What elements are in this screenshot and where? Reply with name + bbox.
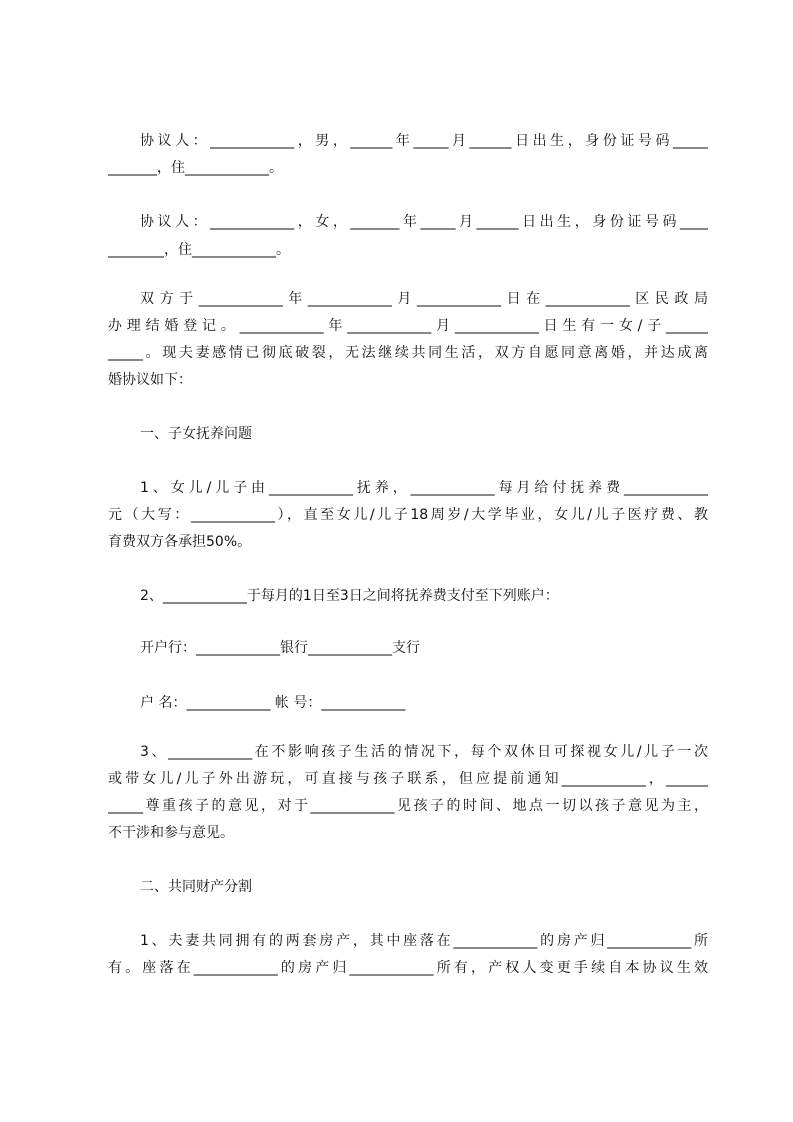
- party-male-line-2: _______，住____________。: [108, 160, 283, 176]
- property-clause-1-line-1: 1、夫妻共同拥有的两套房产，其中座落在____________的房产归____________所: [140, 933, 708, 949]
- custody-clause-3-line-3: _____尊重孩子的意见，对于____________见孩子的时间、地点一切以孩子意见为主，: [108, 798, 708, 814]
- marriage-paragraph-line-1: 双方于____________年____________月____________日在____________区民政局: [140, 291, 708, 307]
- marriage-paragraph-line-4: 婚协议如下：: [108, 372, 192, 388]
- marriage-paragraph-line-3: _____。现夫妻感情已彻底破裂，无法继续共同生活，双方自愿同意离婚，并达成离: [108, 345, 708, 361]
- custody-clause-3-line-4: 不干涉和参与意见。: [108, 825, 234, 841]
- marriage-paragraph-line-2: 办理结婚登记。____________年____________月____________日生有一女/子______: [108, 318, 708, 334]
- custody-clause-3-line-1: 3、____________在不影响孩子生活的情况下，每个双休日可探视女儿/儿子一次: [140, 744, 708, 760]
- bank-line: 开户行：____________银行____________支行: [140, 640, 420, 656]
- section-heading-child-custody: 一、子女抚养问题: [140, 426, 252, 442]
- custody-clause-1-line-3: 育费双方各承担50%。: [108, 534, 252, 550]
- custody-clause-3-line-2: 或带女儿/儿子外出游玩，可直接与孩子联系，但应提前通知____________，______: [108, 771, 708, 787]
- custody-clause-1-line-2: 元（大写：____________），直至女儿/儿子18周岁/大学毕业，女儿/儿子医疗费、教: [108, 507, 708, 523]
- custody-clause-2: 2、____________于每月的1日至3日之间将抚养费支付至下列账户：: [140, 588, 559, 604]
- custody-clause-1-line-1: 1、女儿/儿子由____________抚养，____________每月给付抚养费____________: [140, 480, 708, 496]
- section-heading-property: 二、共同财产分割: [140, 879, 252, 895]
- party-female-line-2: ________，住____________。: [108, 242, 290, 258]
- party-male-line-1: 协议人：____________，男，______年_____月______日出生，身份证号码_____: [140, 133, 708, 149]
- property-clause-1-line-2: 有。座落在____________的房产归____________所有，产权人变更手续自本协议生效: [108, 960, 708, 976]
- party-female-line-1: 协议人：____________，女，_______年_____月______日出生，身份证号码____: [140, 214, 708, 230]
- account-line: 户 名：____________ 帐 号：____________: [140, 695, 406, 711]
